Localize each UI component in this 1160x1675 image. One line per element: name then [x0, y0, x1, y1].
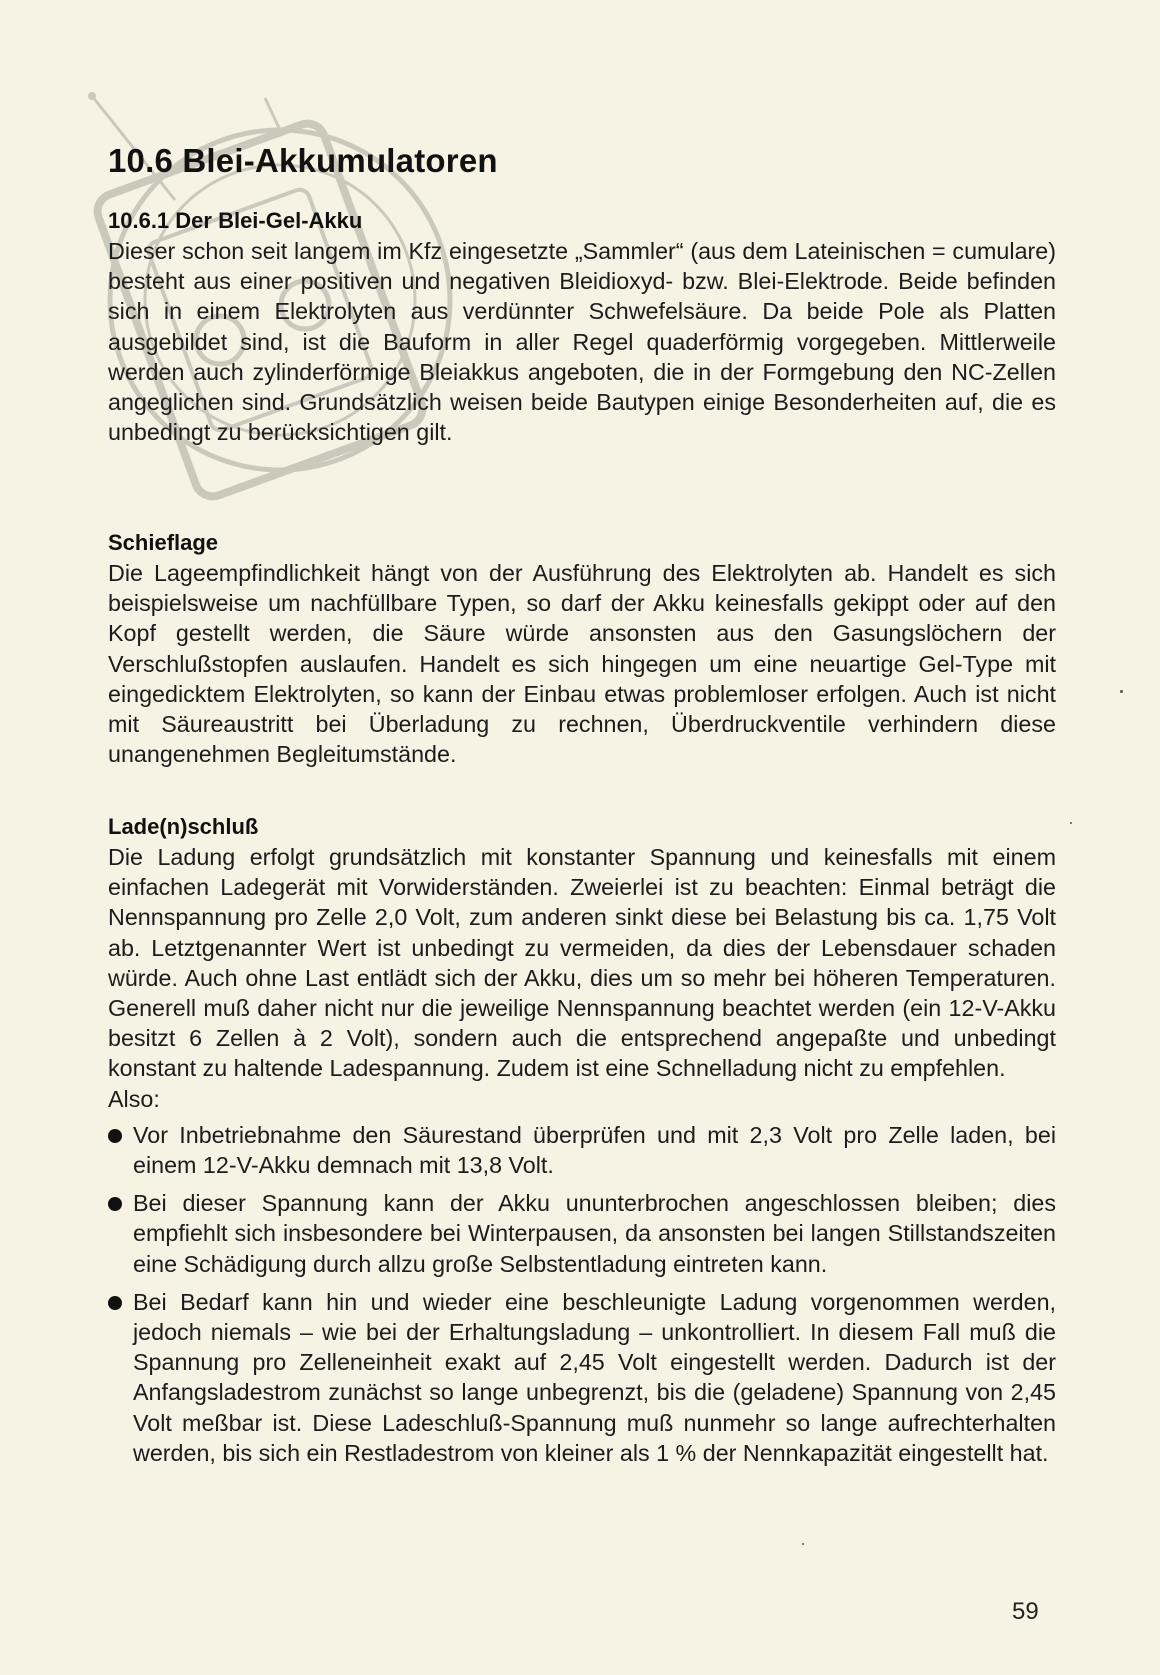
list-item — [108, 1120, 1056, 1180]
bullet-icon — [108, 1296, 122, 1310]
section-title: Schieflage — [108, 530, 219, 555]
list-item — [108, 1188, 1056, 1279]
page-content — [108, 136, 1056, 1466]
section-schieflage — [108, 528, 1056, 769]
page-number: 59 — [1012, 1598, 1039, 1625]
section-paragraph: Dieser schon seit langem im Kfz eingesetzte „Sammler“ (aus dem Lateinischen = cumulare) besteht aus einer positiven und negativen Bleidioxyd- bzw. Blei-Elektrode. Beide befinden sich in einem Elektrolyten aus verdünnter Schwefelsäure. Da beide Pole als Platten ausgebildet sind, ist die Bauform in aller Regel quaderförmig vorgegeben. Mittlerweile werden auch zylinderförmige Bleiakkus angeboten, die in der Formgebung den NC-Zellen angeglichen sind. Grundsätzlich weisen beide Bautypen einige Besonderheiten auf, die es unbedingt zu berücksichtigen gilt. — [108, 238, 1056, 446]
section-title: 10.6.1 Der Blei-Gel-Akku — [108, 208, 363, 233]
section-paragraph: Die Lageempfindlichkeit hängt von der Ausführung des Elektrolyten ab. Handelt es sich beispielsweise um nachfüllbare Typen, so darf der Akku keinesfalls gekippt oder auf den Kopf gestellt werden, die Säure würde ansonsten aus den Gasungslöchern der Verschlußstopfen auslaufen. Handelt es sich hingegen um eine neuartige Gel-Type mit eingedicktem Elektrolyten, so kann der Einbau etwas problemloser erfolgen. Auch ist nicht mit Säureaustritt bei Überladung zu rechnen, Überdruckventile verhindern diese unangenehmen Begleitumstände. — [108, 560, 1056, 768]
list-intro: Also: — [108, 1085, 160, 1112]
paper-speck — [802, 1543, 804, 1545]
list-item-text: Bei dieser Spannung kann der Akku ununterbrochen angeschlossen bleiben; dies empfiehlt sich insbesondere bei Winterpausen, da ansonsten bei langen Stillstandszeiten eine Schädigung durch allzu große Selbstentladung eintreten kann. — [133, 1190, 1056, 1277]
list-item-text: Vor Inbetriebnahme den Säurestand überprüfen und mit 2,3 Volt pro Zelle laden, bei einem 12-V-Akku demnach mit 13,8 Volt. — [133, 1121, 1056, 1179]
section-title: Lade(n)schluß — [108, 814, 259, 839]
paper-speck — [1120, 690, 1123, 693]
section-ladeschluss — [108, 812, 1056, 1476]
chapter-heading: 10.6 Blei-Akkumulatoren — [108, 142, 498, 179]
list-item — [108, 1287, 1056, 1468]
list-item-text: Bei Bedarf kann hin und wieder eine beschleunigte Ladung vorgenommen werden, jedoch niemals – wie bei der Erhaltungsladung – unkontrolliert. In diesem Fall muß die Spannung pro Zelleneinheit exakt auf 2,45 Volt eingestellt werden. Dadurch ist der Anfangsladestrom zunächst so lange unbegrenzt, bis die (geladene) Spannung von 2,45 Volt meßbar ist. Diese Ladeschluß-Spannung muß nunmehr so lange aufrechterhalten werden, bis sich ein Restladestrom von kleiner als 1 % der Nennkapazität eingestellt hat. — [133, 1288, 1056, 1466]
bullet-list — [108, 1120, 1056, 1468]
paper-speck — [1070, 822, 1072, 824]
bullet-icon — [108, 1129, 122, 1143]
section-blei-gel-akku — [108, 206, 1056, 447]
bullet-icon — [108, 1197, 122, 1211]
section-paragraph: Die Ladung erfolgt grundsätzlich mit konstanter Spannung und keinesfalls mit einem einfachen Ladegerät mit Vorwiderständen. Zweierlei ist zu beachten: Einmal beträgt die Nennspannung pro Zelle 2,0 Volt, zum anderen sinkt diese bei Belastung bis ca. 1,75 Volt ab. Letztgenannter Wert ist unbedingt zu vermeiden, da dies der Lebensdauer schaden würde. Auch ohne Last entlädt sich der Akku, dies um so mehr bei höheren Temperaturen. Generell muß daher nicht nur die jeweilige Nennspannung beachtet werden (ein 12-V-Akku besitzt 6 Zellen à 2 Volt), sondern auch die entsprechend angepaßte und unbedingt konstant zu haltende Ladespannung. Zudem ist eine Schnelladung nicht zu empfehlen. — [108, 844, 1056, 1082]
